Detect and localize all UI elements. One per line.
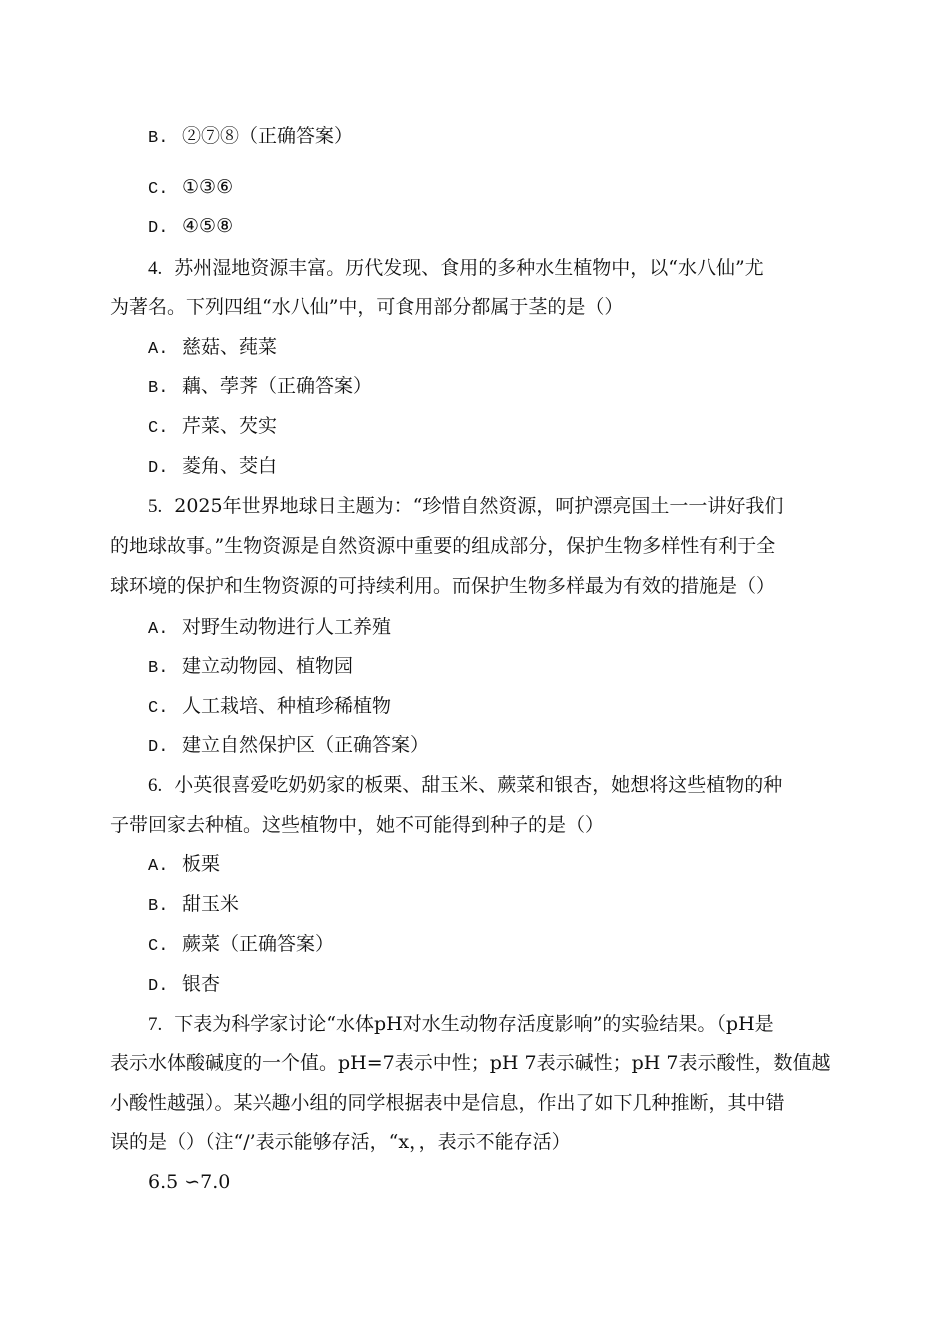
q3-option-b (148, 124, 353, 151)
option-text: 甜玉米 (182, 893, 240, 915)
q5-option-b (148, 654, 353, 681)
question-text: 苏州湿地资源丰富。历代发现、食用的多种水生植物中，以“水八仙”尤 (174, 257, 764, 279)
question-number: 4. (148, 258, 163, 279)
q4-option-a (148, 335, 277, 362)
q3-option-c (148, 175, 233, 202)
option-label: D. (148, 977, 169, 996)
option-text: 建立动物园、植物园 (182, 655, 354, 677)
question-number: 6. (148, 775, 163, 796)
option-label: C. (148, 699, 169, 718)
q6-option-a (148, 852, 220, 879)
q5-stem-line1 (148, 494, 783, 519)
question-number: 5. (148, 496, 163, 517)
option-text: ④⑤⑧ (182, 215, 234, 237)
option-label: D. (148, 219, 169, 238)
question-number: 7. (148, 1014, 163, 1035)
option-text: ②⑦⑧（正确答案） (182, 125, 354, 147)
option-label: D. (148, 738, 169, 757)
option-text: 藕、荸荠（正确答案） (182, 375, 373, 397)
q5-option-c (148, 694, 391, 721)
q3-option-d (148, 214, 233, 241)
q7-table-fragment: 6.5 ∽7.0 (148, 1171, 231, 1193)
option-label: A. (148, 620, 169, 639)
option-text: 菱角、茭白 (182, 455, 278, 477)
option-label: B. (148, 897, 169, 916)
q4-stem-line2: 为著名。下列四组“水八仙”中，可食用部分都属于茎的是（） (110, 296, 624, 318)
q4-option-b (148, 374, 372, 401)
option-text: 人工栽培、种植珍稀植物 (182, 695, 392, 717)
q6-option-d (148, 972, 220, 999)
option-text: 对野生动物进行人工养殖 (182, 616, 392, 638)
option-text: 建立自然保护区（正确答案） (182, 734, 430, 756)
q4-option-d (148, 454, 277, 481)
option-label: B. (148, 379, 169, 398)
q6-stem-line2: 子带回家去种植。这些植物中，她不可能得到种子的是（） (110, 814, 605, 836)
q7-stem-line3: 小酸性越强）。某兴趣小组的同学根据表中是信息，作出了如下几种推断，其中错 (110, 1092, 785, 1114)
option-text: 板栗 (182, 853, 221, 875)
q4-option-c (148, 414, 277, 441)
question-text: 下表为科学家讨论“水体pH对水生动物存活度影响”的实验结果。（pH是 (174, 1013, 774, 1035)
option-text: 芹菜、芡实 (182, 415, 278, 437)
q5-option-d (148, 733, 429, 760)
q4-stem-line1 (148, 256, 764, 281)
option-label: A. (148, 340, 169, 359)
option-label: C. (148, 419, 169, 438)
option-label: B. (148, 659, 169, 678)
question-text: 2025年世界地球日主题为：“珍惜自然资源，呵护漂亮国土一一讲好我们 (174, 495, 784, 517)
q6-option-b (148, 892, 239, 919)
option-label: C. (148, 937, 169, 956)
option-text: ①③⑥ (182, 176, 234, 198)
option-label: D. (148, 459, 169, 478)
q5-stem-line3: 球环境的保护和生物资源的可持续利用。而保护生物多样最为有效的措施是（） (110, 575, 776, 597)
q7-stem-line1 (148, 1012, 774, 1037)
option-text: 慈菇、莼菜 (182, 336, 278, 358)
q7-stem-line2: 表示水体酸碱度的一个值。pH=7表示中性；pH 7表示碱性；pH 7表示酸性，数值越 (110, 1052, 831, 1074)
q7-stem-line4: 误的是（）（注“/’表示能够存活，“x，，表示不能存活） (110, 1131, 571, 1153)
option-label: A. (148, 857, 169, 876)
option-label: C. (148, 180, 169, 199)
q6-option-c (148, 932, 334, 959)
option-label: B. (148, 129, 169, 148)
option-text: 银杏 (182, 973, 221, 995)
q6-stem-line1 (148, 773, 782, 798)
option-text: 蕨菜（正确答案） (182, 933, 335, 955)
q5-option-a (148, 615, 391, 642)
q5-stem-line2: 的地球故事。”生物资源是自然资源中重要的组成部分，保护生物多样性有利于全 (110, 535, 776, 557)
question-text: 小英很喜爱吃奶奶家的板栗、甜玉米、蕨菜和银杏，她想将这些植物的种 (174, 774, 783, 796)
